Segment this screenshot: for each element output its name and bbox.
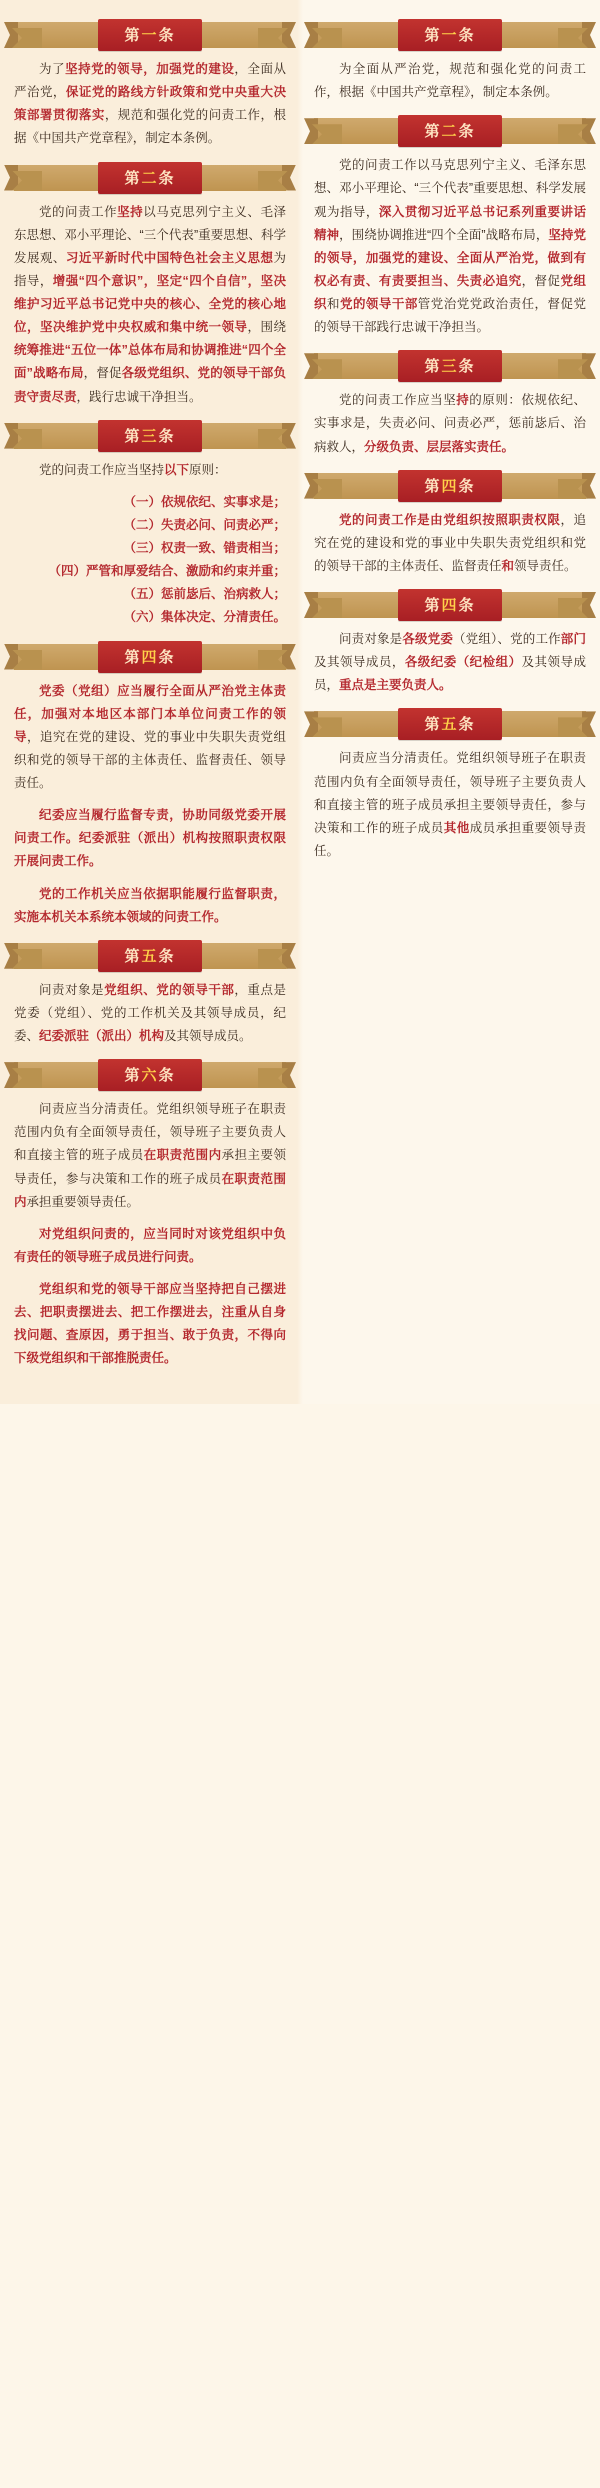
- body-text: （党组）、党的工作: [453, 632, 561, 646]
- emphasis-text: 党组织: [314, 273, 586, 311]
- emphasis-text: 统筹推进“五位一体”总体布局和协调推进“四个全面”战略布局: [14, 343, 286, 381]
- banner-label: 第三条: [398, 350, 501, 382]
- paragraph: [14, 883, 286, 929]
- banner-label: 第六条: [98, 1059, 201, 1091]
- body-text: 问责对象是: [39, 982, 105, 997]
- body-text: 为指导，: [14, 250, 286, 288]
- section-banner-left-4: [14, 640, 286, 674]
- body-text: 成员承担重要领导责任。: [314, 820, 586, 858]
- paragraph: [14, 1278, 286, 1371]
- emphasis-text: 负责守责尽责: [14, 366, 286, 404]
- body-text: 及其领导成员。: [164, 1029, 252, 1043]
- emphasis-text: 增强“四个意识”，坚定“四个自信”，坚决维护习近平总书记党中央的核心、全党的核心地位，坚决维护党中央权威和集中统一领导: [14, 273, 286, 335]
- body-text: ，追究在党的建设、党的事业中失职失责党组织和党的领导干部的主体责任、监督责任、领导责任。: [14, 729, 286, 790]
- emphasis-text: 各级党组织、党的领导干部: [121, 366, 274, 381]
- column-old-version: [300, 8, 600, 1380]
- body-text: 问责应当分清责任。党组织领导班子在职责范围内负有全面领导责任，领导班子主要负责人和直接主管的班子成员承担主要领导责任，参与决策和工作的班子成员: [314, 751, 586, 835]
- list-item: （一）依规依纪、实事求是；: [123, 494, 286, 509]
- banner-label: 第五条: [98, 940, 201, 972]
- body-text: ，践行忠诚干净担当。: [76, 389, 202, 404]
- emphasis-text: 习近平新时代中国特色社会主义思想: [65, 250, 274, 265]
- emphasis-text: 坚持党的领导，加强党的建设: [65, 62, 235, 76]
- body-text: 责任，督促党的领导干部践行忠诚干净担当。: [314, 297, 586, 335]
- paragraph: [14, 804, 286, 873]
- banner-label: 第五条: [398, 708, 501, 740]
- body-text: 为全面从严治党，规范和强化党的问责工作，根据《中国共产党章程》，制定本条例。: [314, 62, 586, 100]
- body-text: ，追究在党的建设和党的事业中失职失责党组织和党的领导干部的主体责任、监督责任: [314, 512, 586, 573]
- emphasis-text: 持: [456, 393, 470, 408]
- section-banner-left-1: [14, 18, 286, 52]
- paragraph: [314, 154, 586, 339]
- banner-label: 第二条: [398, 115, 501, 147]
- banner-label: 第四条: [398, 470, 501, 502]
- emphasis-text: 对党组织问责的，应当同时对该党组织中负有责任的领导班子成员进行问责。: [14, 1226, 286, 1264]
- section-banner-left-5: [14, 939, 286, 973]
- body-text: 的原则：依规依纪、实事求是，失责必问、问责必严，惩前毖后、治病救人，: [314, 393, 586, 454]
- two-column-comparison: [0, 8, 600, 1380]
- body-text: 原则：: [189, 462, 227, 477]
- section-banner-right-3: [314, 349, 586, 383]
- banner-label: 第四条: [98, 641, 201, 673]
- emphasis-text: 党组织和党的领导干部应当坚持把自己摆进去、把职责摆进去、把工作摆进去，注重从自身找问题、查原因，勇于担当、敢于负责，不得向下级党组织和干部推脱责任。: [14, 1282, 286, 1366]
- emphasis-text: 纪委派驻（派出）机构: [39, 1029, 165, 1043]
- emphasis-text: 党的工作机关应当依据职能履行监督职责，实施本机关本系统本领域的问责工作。: [14, 886, 286, 924]
- section-banner-right-6: [314, 707, 586, 741]
- body-text: 管党治党: [417, 297, 470, 311]
- banner-label: 第二条: [98, 162, 201, 194]
- body-text: ，督促: [83, 366, 122, 381]
- body-text: 承担主要领导责任，参与决策和工作的班子成员: [14, 1148, 286, 1186]
- paragraph: [14, 680, 286, 796]
- column-new-version: [0, 8, 300, 1380]
- body-text: ，规范和强化党的问责工作，根据《中国共产党章程》，制定本条例。: [14, 108, 286, 146]
- body-text: 和: [326, 297, 340, 311]
- paragraph: [314, 747, 586, 863]
- paragraph: [314, 58, 586, 104]
- banner-label: 第三条: [98, 420, 201, 452]
- list-item: （二）失责必问、问责必严；: [123, 517, 286, 532]
- emphasis-text: 深入贯彻习近平总书记系列重要讲话精神: [314, 204, 586, 242]
- section-banner-right-1: [314, 18, 586, 52]
- emphasis-text: 保证党的路线方针政策和党中央重大决策部署贯彻落实: [14, 85, 286, 123]
- list-item: （四）严管和厚爱结合、激励和约束并重；: [48, 564, 286, 579]
- body-text: 党的问责工作: [39, 204, 118, 219]
- paragraph: [14, 201, 286, 409]
- emphasis-text: 纪委应当履行监督专责，协助同级党委开展问责工作。纪委派驻（派出）机构按照职责权限开展问责工作。: [14, 808, 286, 869]
- emphasis-text: 其他: [443, 820, 470, 835]
- emphasis-text: 党委（党组）应当履行全面从严治党主体责任，加强对本地区本部门本单位问责工作的领导: [14, 683, 286, 744]
- list-item: （三）权责一致、错责相当；: [123, 541, 286, 555]
- emphasis-text: 各级党委: [402, 632, 454, 646]
- body-text: 以马克思列宁主义、毛泽东思想、邓小平理论、“三个代表”重要思想、科学发展观、: [14, 204, 286, 265]
- body-text: ，全面从严治党，: [14, 62, 286, 100]
- banner-label: 第四条: [398, 589, 501, 621]
- emphasis-text: 分级负责、层层落实责任。: [364, 439, 515, 454]
- emphasis-text: 在职责范围内: [143, 1148, 222, 1163]
- section-banner-left-6: [14, 1058, 286, 1092]
- list-item: （六）集体决定、分清责任。: [123, 610, 286, 625]
- body-text: ，围绕协调推进“四个全面”战略布局，: [339, 227, 549, 242]
- body-text: 党的问责工作应当坚持: [39, 462, 165, 477]
- emphasis-text: 和: [501, 558, 515, 573]
- section-banner-right-4: [314, 469, 586, 503]
- body-text: ，重点是党委（党组）、党的工作机关及其领导成员，纪委、: [14, 982, 286, 1043]
- body-text: 党的问责工作以马克思列宁主义、毛泽东思想、邓小平理论、“三个代表”重要思想、科学发展观为指导，: [314, 158, 586, 219]
- section-banner-left-3: [14, 419, 286, 453]
- emphasis-text: 重点是主要负责人。: [339, 678, 452, 693]
- emphasis-text: 在职责范围内: [14, 1171, 286, 1209]
- emphasis-text: 党组织、党的领导干部: [104, 982, 235, 997]
- paragraph: [14, 1223, 286, 1269]
- emphasis-text: 党的领导干部: [339, 297, 418, 311]
- paragraph: [14, 1098, 286, 1214]
- emphasis-text: 坚持党的领导，加强党的建设、全面从严治党，做到有权必有责、有责要担当、失责必追究: [314, 227, 586, 288]
- body-text: 承担重要领导责任。: [26, 1194, 140, 1209]
- emphasis-text: 党的问责工作是由党组织按照职责权限: [339, 512, 561, 527]
- emphasis-text: 各级纪委（纪检组）: [404, 655, 522, 670]
- body-text: ，围绕: [247, 320, 286, 335]
- body-text: 为了: [39, 62, 66, 76]
- section-banner-right-2: [314, 114, 586, 148]
- body-text: 党政治: [469, 297, 509, 311]
- section-banner-left-2: [14, 161, 286, 195]
- paragraph: [14, 979, 286, 1048]
- body-text: 问责应当分清责任。党组织领导班子在职责范围内负有全面领导责任，领导班子主要负责人和直接主管的班子成员: [14, 1102, 286, 1163]
- paragraph: [14, 459, 286, 482]
- list-item: （五）惩前毖后、治病救人；: [123, 587, 286, 602]
- paragraph: [314, 509, 586, 578]
- body-text: 及其领导成员，: [314, 655, 405, 670]
- banner-label: 第一条: [398, 19, 501, 51]
- paragraph: [314, 389, 586, 458]
- body-text: 及其领导成员，: [314, 655, 586, 693]
- body-text: 党的问责工作应当坚: [339, 393, 457, 408]
- banner-label: 第一条: [98, 19, 201, 51]
- paragraph: [14, 58, 286, 151]
- emphasis-text: 部门: [560, 632, 586, 646]
- body-text: 领导责任。: [514, 558, 577, 573]
- emphasis-text: 以下: [164, 462, 190, 477]
- body-text: 问责对象是: [339, 632, 403, 646]
- emphasis-text: 坚持: [117, 204, 144, 219]
- section-banner-right-5: [314, 588, 586, 622]
- body-text: ，督促: [521, 273, 561, 288]
- paragraph: [314, 628, 586, 697]
